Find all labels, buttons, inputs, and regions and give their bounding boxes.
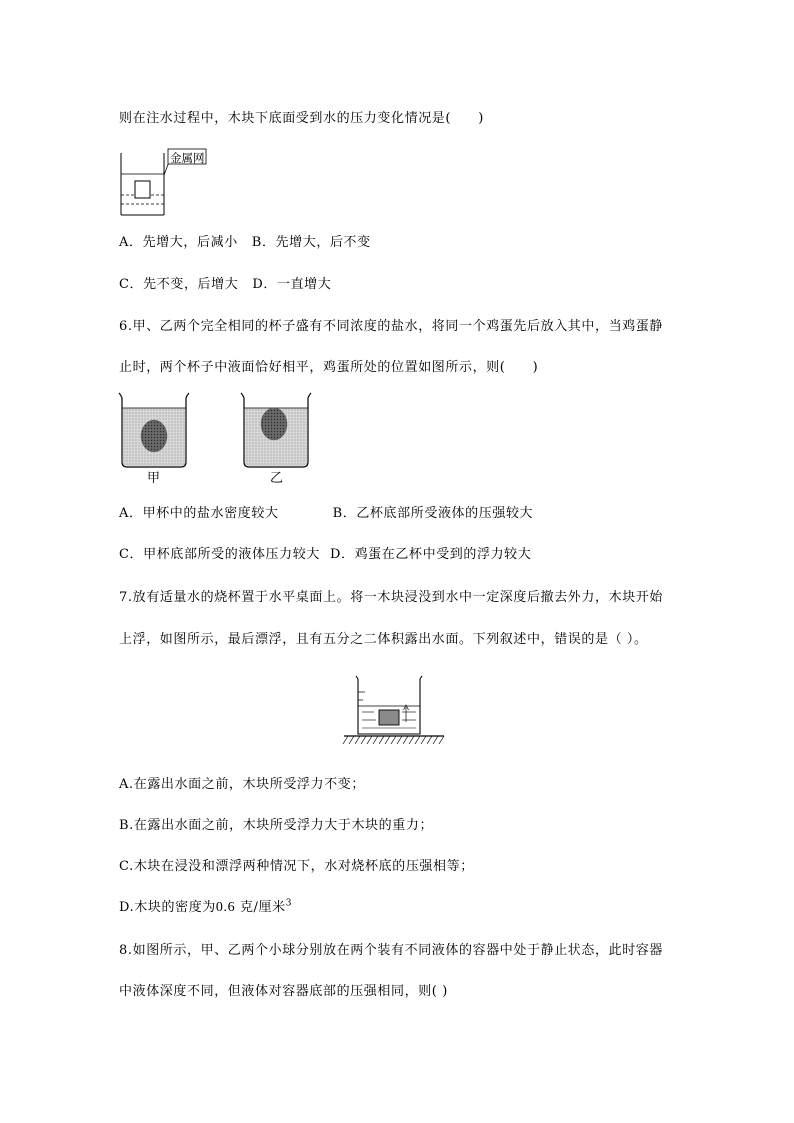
q7-option-c: C.木块在浸没和漂浮两种情况下，水对烧杯底的压强相等； (119, 859, 474, 874)
q6-options-row-2 (119, 547, 531, 563)
q6-label-yi: 乙 (270, 471, 284, 486)
q6-stem-line-2: 止时，两个杯子中液面恰好相平，鸡蛋所处的位置如图所示，则( ) (119, 360, 539, 375)
q7-option-d-unit: 克/厘米 (235, 900, 286, 915)
q7-option-d-value: 0.6 (215, 900, 236, 915)
q6-option-a: A．甲杯中的盐水密度较大 (119, 506, 279, 521)
q7-figure-beaker (340, 670, 450, 750)
q5-option-a: A．先增大，后减小 (119, 235, 238, 250)
q5-stem-tail: 则在注水过程中，木块下底面受到水的压力变化情况是( ) (119, 111, 484, 126)
q7-stem-line-1: 7.放有适量水的烧杯置于水平桌面上。将一木块浸没到水中一定深度后撤去外力，木块开始 (119, 590, 664, 605)
q7-option-d-superscript: 3 (285, 898, 293, 909)
q5-option-d: D．一直增大 (252, 277, 332, 292)
q6-label-jia: 甲 (147, 471, 161, 486)
q7-option-b: B.在露出水面之前，木块所受浮力大于木块的重力； (119, 818, 434, 833)
q5-options-row-2 (119, 277, 331, 293)
q6-option-b: B．乙杯底部所受液体的压强较大 (332, 506, 534, 521)
q6-stem-line-1: 6.甲、乙两个完全相同的杯子盛有不同浓度的盐水，将同一个鸡蛋先后放入其中，当鸡蛋静 (119, 319, 664, 334)
q5-options-row-1 (119, 235, 371, 251)
q6-options-row-1 (119, 506, 533, 522)
q7-option-a: A.在露出水面之前，木块所受浮力不变； (119, 777, 365, 792)
q5-figure-label-metal-mesh: 金属网 (170, 151, 205, 165)
q7-stem-line-2: 上浮，如图所示，最后漂浮，且有五分之二体积露出水面。下列叙述中，错误的是（ ）。 (119, 632, 648, 647)
q8-stem-line-2: 中液体深度不同，但液体对容器底部的压强相同，则( ) (119, 984, 448, 999)
q8-stem-line-1: 8.如图所示，甲、乙两个小球分别放在两个装有不同液体的容器中处于静止状态，此时容器 (119, 943, 664, 958)
q5-option-b: B．先增大，后不变 (251, 235, 371, 250)
q7-option-d (119, 900, 292, 916)
q6-option-d: D．鸡蛋在乙杯中受到的浮力较大 (329, 547, 532, 562)
q6-figure-beakers (114, 388, 314, 470)
q7-option-d-text: D.木块的密度为 (119, 900, 216, 915)
q5-option-c: C．先不变，后增大 (119, 277, 239, 292)
q6-option-c: C．甲杯底部所受的液体压力较大 (119, 547, 320, 562)
